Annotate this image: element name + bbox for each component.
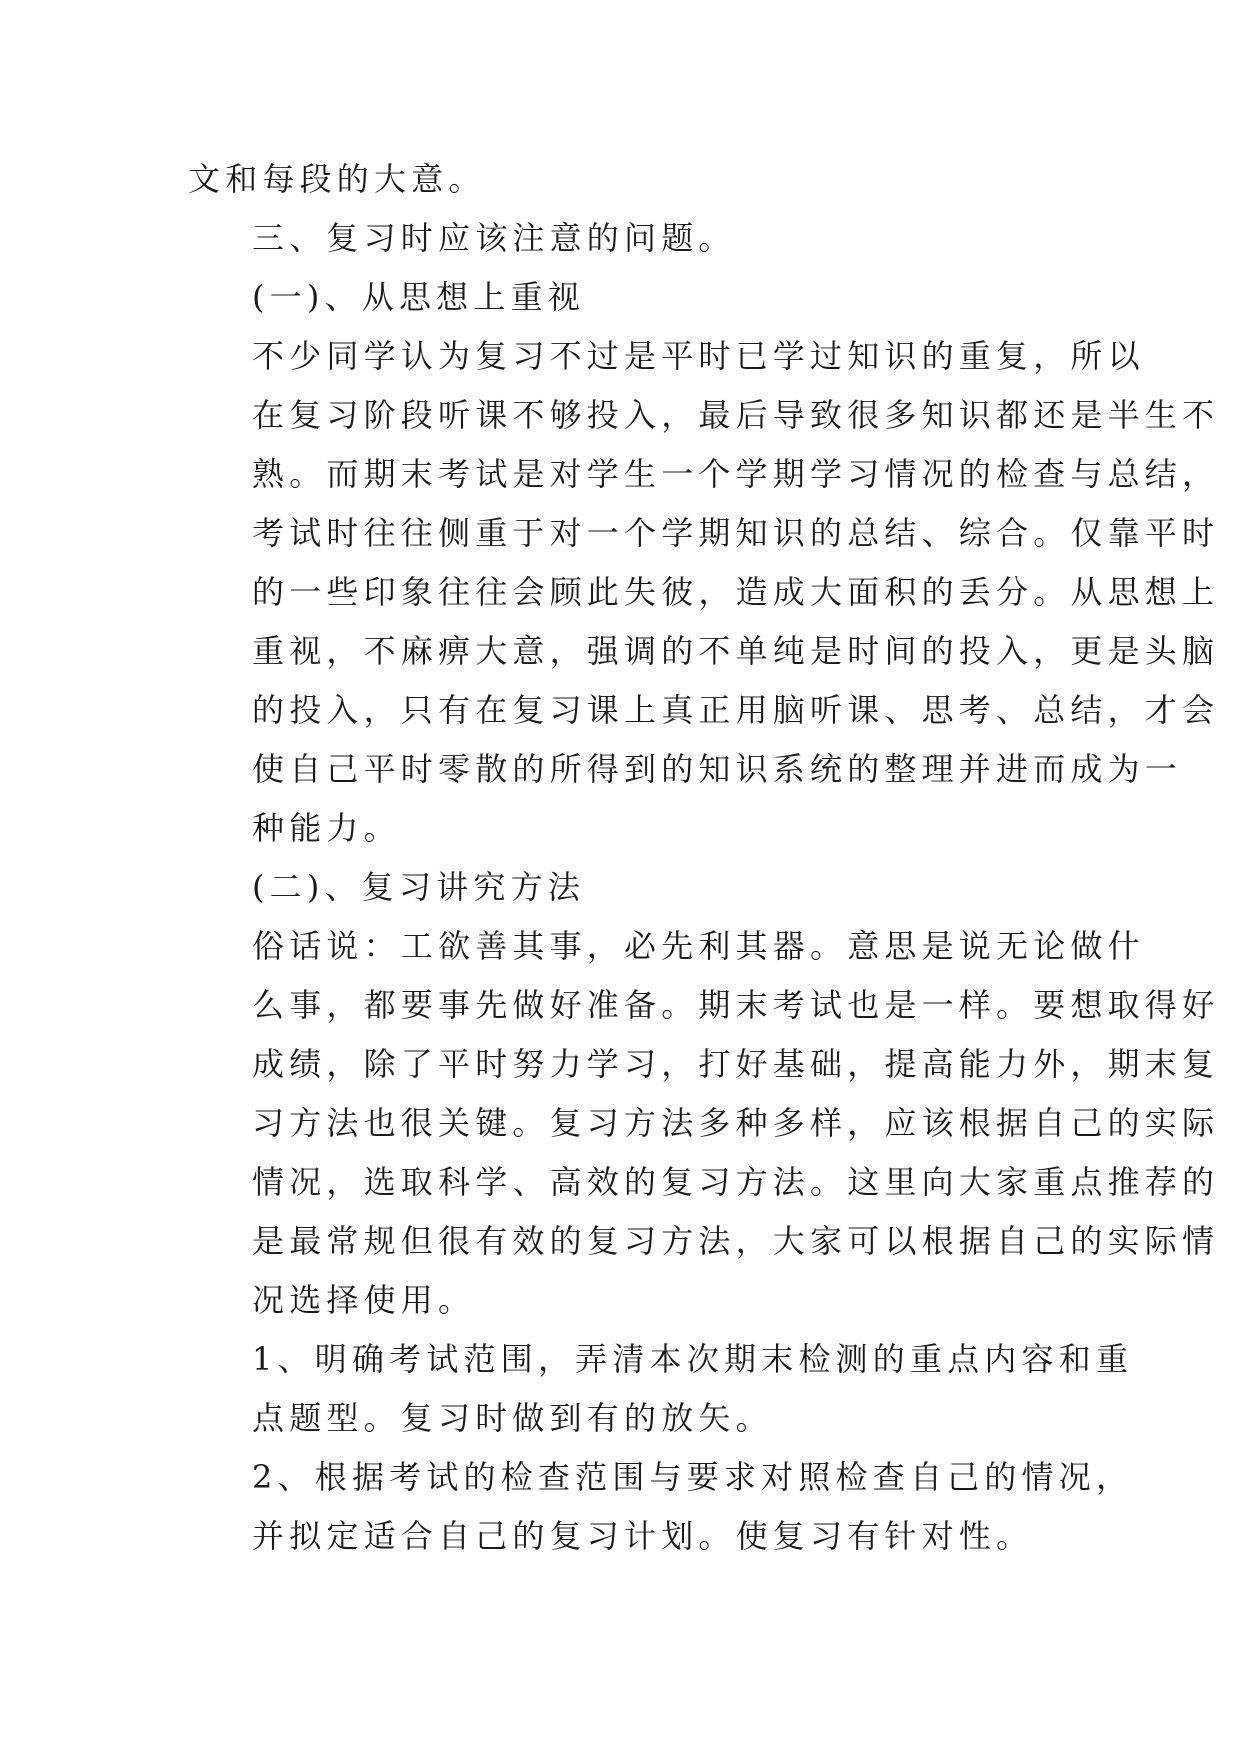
document-page (188, 150, 1220, 1566)
list-item-2 (188, 1448, 1134, 1566)
text-line: 情况，选取科学、高效的复习方法。这里向大家重点推荐的 (252, 1163, 1220, 1201)
subheading-one (188, 268, 1058, 327)
text-line: 使自己平时零散的所得到的知识系统的整理并进而成为一 (252, 750, 1183, 788)
text-line: 况选择使用。 (252, 1281, 476, 1319)
text-line: 重视，不麻痹大意，强调的不单纯是时间的投入，更是头脑 (252, 632, 1220, 670)
text-line: 么事，都要事先做好准备。期末考试也是一样。要想取得好 (252, 986, 1220, 1024)
text-line: 是最常规但很有效的复习方法，大家可以根据自己的实际情 (252, 1222, 1220, 1260)
subheading-two (188, 858, 1058, 917)
text-line: (一)、从思想上重视 (252, 278, 585, 316)
text-line: 种能力。 (252, 809, 401, 847)
list-item-1 (188, 1330, 1134, 1448)
text-line: 俗话说：工欲善其事，必先利其器。意思是说无论做什 (252, 927, 1145, 965)
text-line: 点题型。复习时做到有的放矢。 (252, 1399, 773, 1437)
paragraph-continuation (188, 150, 1058, 209)
text-line: 并拟定适合自己的复习计划。使复习有针对性。 (252, 1517, 1034, 1555)
text-line: 不少同学认为复习不过是平时已学过知识的重复，所以 (252, 337, 1145, 375)
paragraph-methods (188, 917, 1220, 1330)
text-line: (二)、复习讲究方法 (252, 868, 585, 906)
text-line: 的投入，只有在复习课上真正用脑听课、思考、总结，才会 (252, 691, 1220, 729)
text-line: 2、根据考试的检查范围与要求对照检查自己的情况， (252, 1458, 1134, 1496)
section-heading-three (188, 209, 1058, 268)
text-line: 在复习阶段听课不够投入，最后导致很多知识都还是半生不 (252, 396, 1220, 434)
text-line: 熟。而期末考试是对学生一个学期学习情况的检查与总结， (252, 455, 1220, 493)
text-line: 三、复习时应该注意的问题。 (252, 219, 736, 257)
text-line: 成绩，除了平时努力学习，打好基础，提高能力外，期末复 (252, 1045, 1220, 1083)
text-line: 考试时往往侧重于对一个学期知识的总结、综合。仅靠平时 (252, 514, 1220, 552)
text-line: 习方法也很关键。复习方法多种多样，应该根据自己的实际 (252, 1104, 1220, 1142)
text-line: 1、明确考试范围，弄清本次期末检测的重点内容和重 (252, 1340, 1134, 1378)
text-line: 文和每段的大意。 (188, 160, 486, 198)
paragraph-mindset (188, 327, 1220, 858)
text-line: 的一些印象往往会顾此失彼，造成大面积的丢分。从思想上 (252, 573, 1220, 611)
